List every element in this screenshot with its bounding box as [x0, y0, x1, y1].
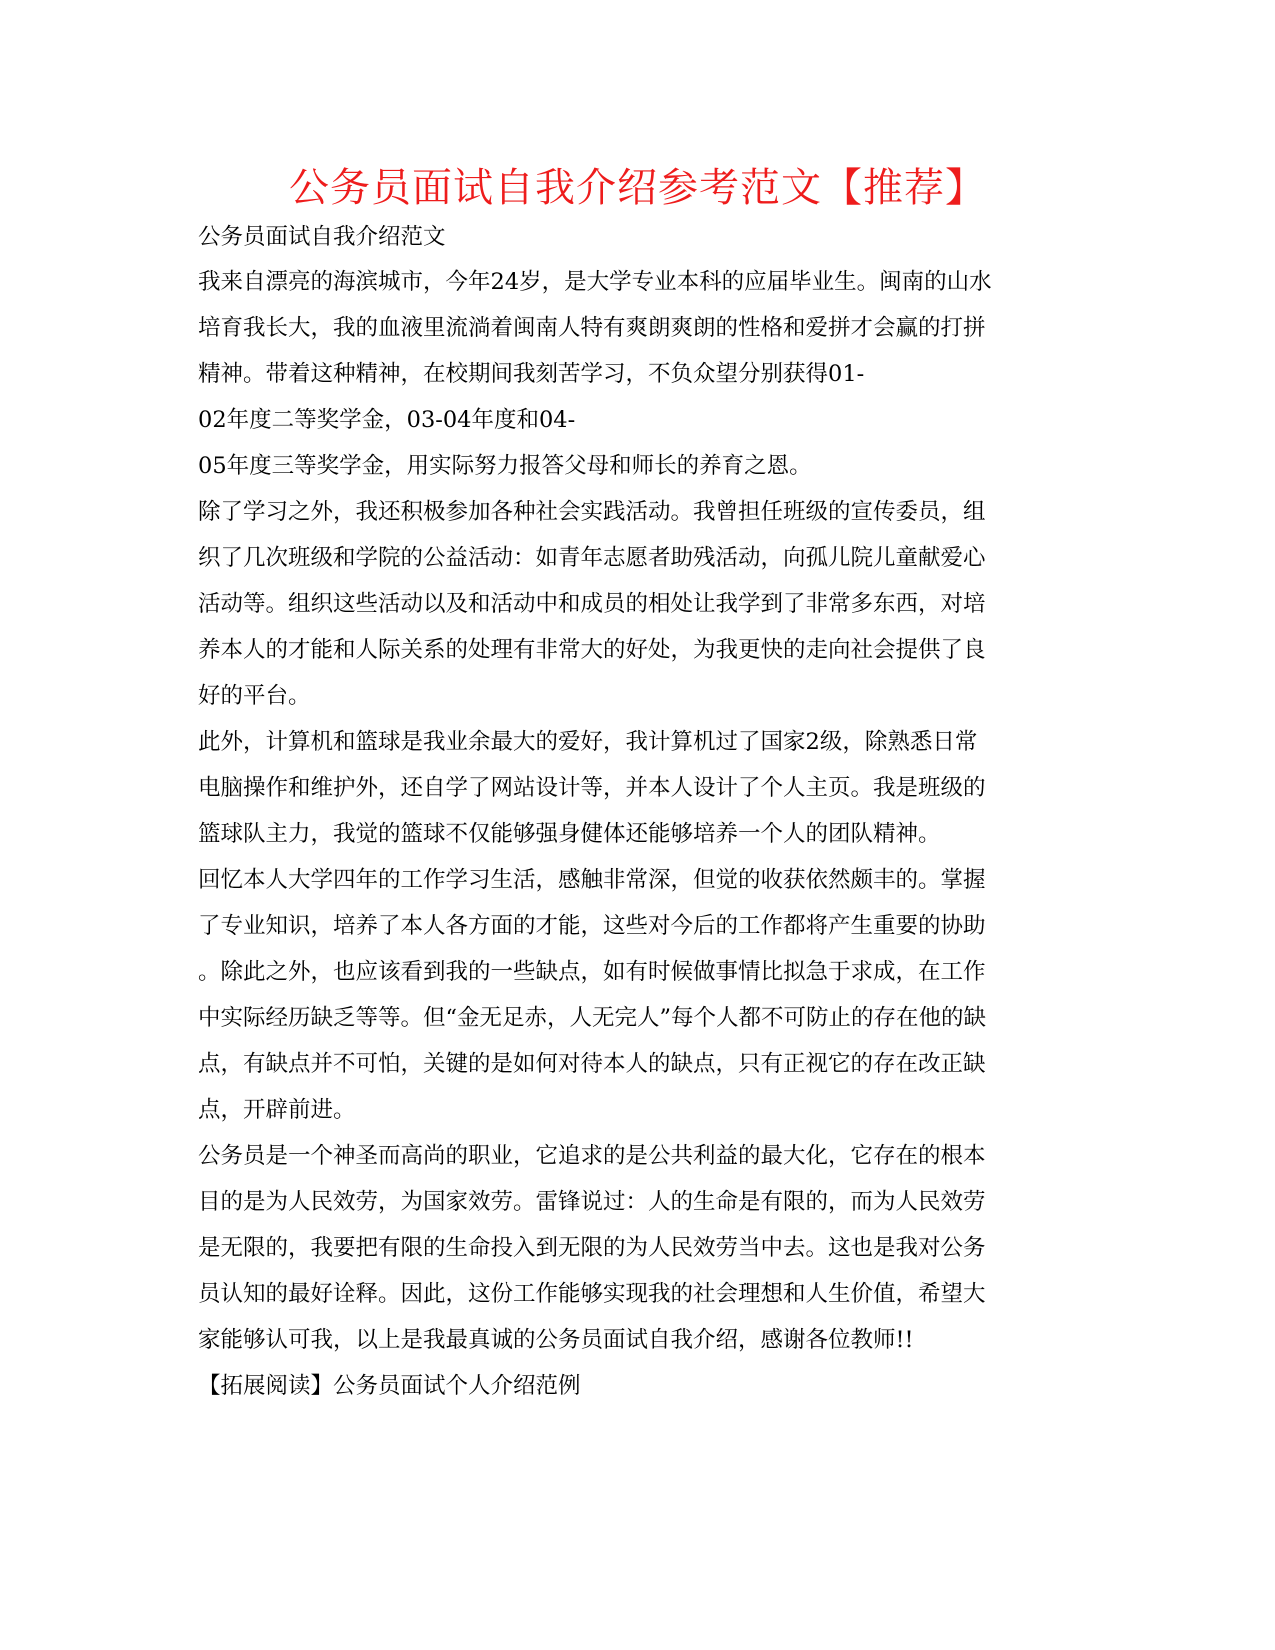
body-line: 此外，计算机和篮球是我业余最大的爱好，我计算机过了国家2级，除熟悉日常: [198, 729, 978, 755]
body-line: 点，有缺点并不可怕，关键的是如何对待本人的缺点，只有正视它的存在改正缺: [198, 1051, 986, 1077]
extended-reading-heading: 【拓展阅读】公务员面试个人介绍范例: [198, 1373, 581, 1399]
body-line: 02年度二等奖学金，03-04年度和04-: [198, 407, 576, 433]
body-line: 好的平台。: [198, 683, 311, 709]
body-line: 养本人的才能和人际关系的处理有非常大的好处，为我更快的走向社会提供了良: [198, 637, 986, 663]
body-line: 家能够认可我，以上是我最真诚的公务员面试自我介绍，感谢各位教师!!: [198, 1327, 914, 1353]
body-line: 电脑操作和维护外，还自学了网站设计等，并本人设计了个人主页。我是班级的: [198, 775, 986, 801]
body-line: 。除此之外，也应该看到我的一些缺点，如有时候做事情比拟急于求成，在工作: [198, 959, 986, 985]
document-title: 公务员面试自我介绍参考范文【推荐】: [289, 165, 986, 211]
body-line: 培育我长大，我的血液里流淌着闽南人特有爽朗爽朗的性格和爱拼才会赢的打拼: [198, 315, 986, 341]
body-line: 员认知的最好诠释。因此，这份工作能够实现我的社会理想和人生价值，希望大: [198, 1281, 986, 1307]
body-line: 我来自漂亮的海滨城市，今年24岁，是大学专业本科的应届毕业生。闽南的山水: [198, 269, 992, 295]
body-line: 活动等。组织这些活动以及和活动中和成员的相处让我学到了非常多东西，对培: [198, 591, 986, 617]
body-line: 是无限的，我要把有限的生命投入到无限的为人民效劳当中去。这也是我对公务: [198, 1235, 986, 1261]
subtitle-line: 公务员面试自我介绍范文: [198, 224, 446, 250]
body-line: 公务员是一个神圣而高尚的职业，它追求的是公共利益的最大化，它存在的根本: [198, 1143, 986, 1169]
body-line: 点，开辟前进。: [198, 1097, 356, 1123]
body-line: 篮球队主力，我觉的篮球不仅能够强身健体还能够培养一个人的团队精神。: [198, 821, 941, 847]
body-line: 精神。带着这种精神，在校期间我刻苦学习，不负众望分别获得01-: [198, 361, 865, 387]
body-line: 织了几次班级和学院的公益活动：如青年志愿者助残活动，向孤儿院儿童献爱心: [198, 545, 986, 571]
body-line: 目的是为人民效劳，为国家效劳。雷锋说过：人的生命是有限的，而为人民效劳: [198, 1189, 986, 1215]
body-line: 除了学习之外，我还积极参加各种社会实践活动。我曾担任班级的宣传委员，组: [198, 499, 986, 525]
body-line: 了专业知识，培养了本人各方面的才能，这些对今后的工作都将产生重要的协助: [198, 913, 986, 939]
body-line: 中实际经历缺乏等等。但“金无足赤，人无完人”每个人都不可防止的存在他的缺: [198, 1005, 987, 1031]
body-line: 回忆本人大学四年的工作学习生活，感触非常深，但觉的收获依然颇丰的。掌握: [198, 867, 986, 893]
body-line: 05年度三等奖学金，用实际努力报答父母和师长的养育之恩。: [198, 453, 812, 479]
